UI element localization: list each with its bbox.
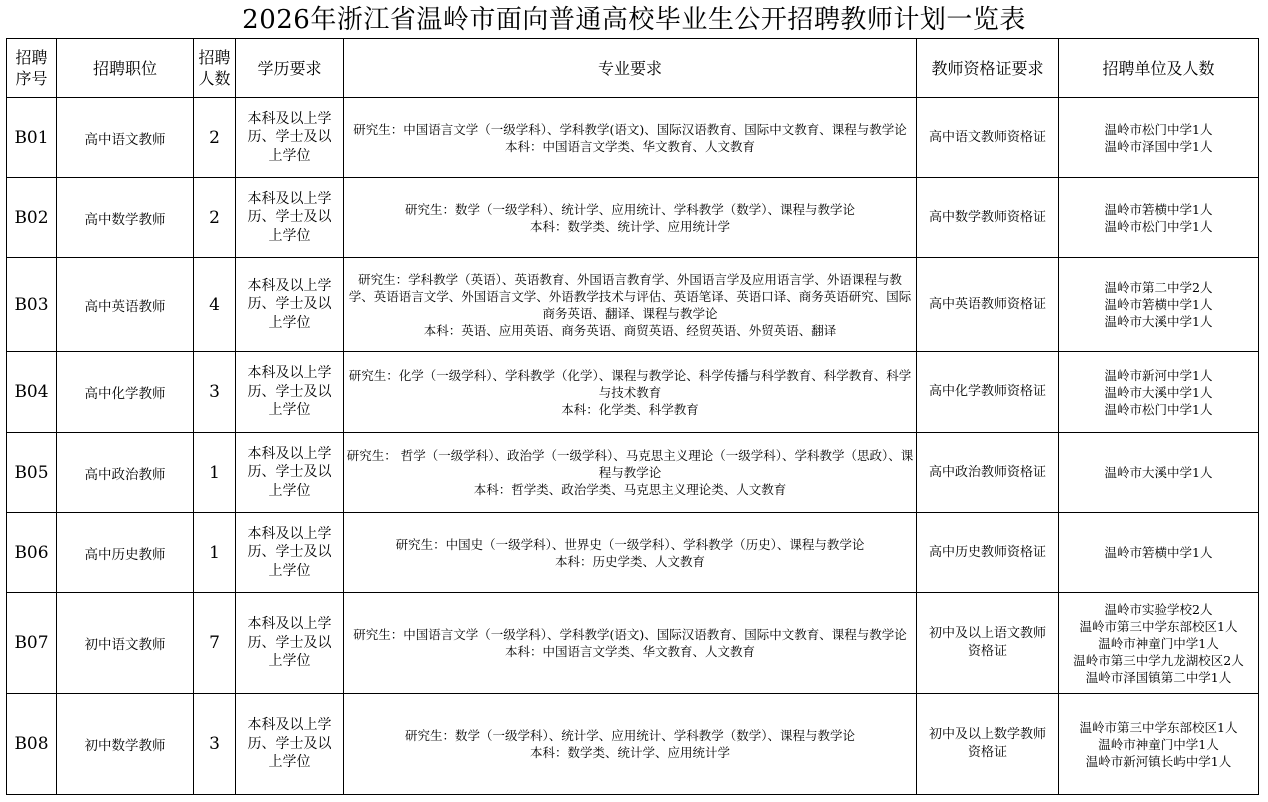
cell-position: 高中数学教师 [57, 178, 194, 258]
table-row [7, 513, 1259, 593]
cell-position: 高中政治教师 [57, 433, 194, 513]
header-code: 招聘 序号 [7, 39, 57, 98]
cell-count: 4 [194, 258, 236, 352]
cell-education: 本科及以上学 历、学士及以 上学位 [236, 433, 344, 513]
table-header-row [7, 39, 1259, 98]
page-title: 2026年浙江省温岭市面向普通高校毕业生公开招聘教师计划一览表 [242, 5, 1026, 35]
cell-code: B06 [7, 513, 57, 593]
cell-code: B07 [7, 593, 57, 694]
table-row [7, 258, 1259, 352]
cell-count: 7 [194, 593, 236, 694]
cell-units: 温岭市第三中学东部校区1人 温岭市神童门中学1人 温岭市新河镇长屿中学1人 [1059, 694, 1259, 795]
table-row [7, 352, 1259, 433]
cell-count: 1 [194, 433, 236, 513]
cell-position: 高中化学教师 [57, 352, 194, 433]
cell-units: 温岭市箬横中学1人 温岭市松门中学1人 [1059, 178, 1259, 258]
cell-certificate: 高中化学教师资格证 [917, 352, 1059, 433]
cell-major: 研究生：中国语言文学（一级学科）、学科教学(语文)、国际汉语教育、国际中文教育、课程与教学论 本科：中国语言文学类、华文教育、人文教育 [344, 98, 917, 178]
cell-major: 研究生：化学（一级学科）、学科教学（化学）、课程与教学论、科学传播与科学教育、科学教育、科学与技术教育 本科：化学类、科学教育 [344, 352, 917, 433]
cell-code: B04 [7, 352, 57, 433]
cell-code: B03 [7, 258, 57, 352]
cell-count: 2 [194, 98, 236, 178]
cell-education: 本科及以上学 历、学士及以 上学位 [236, 694, 344, 795]
table-row [7, 178, 1259, 258]
cell-major: 研究生： 哲学（一级学科）、政治学（一级学科）、马克思主义理论（一级学科）、学科教学（思政）、课程与教学论 本科：哲学类、政治学类、马克思主义理论类、人文教育 [344, 433, 917, 513]
cell-count: 2 [194, 178, 236, 258]
cell-count: 3 [194, 352, 236, 433]
cell-certificate: 高中政治教师资格证 [917, 433, 1059, 513]
cell-education: 本科及以上学 历、学士及以 上学位 [236, 178, 344, 258]
cell-certificate: 高中英语教师资格证 [917, 258, 1059, 352]
cell-major: 研究生：数学（一级学科）、统计学、应用统计、学科教学（数学）、课程与教学论 本科：数学类、统计学、应用统计学 [344, 178, 917, 258]
cell-major: 研究生：学科教学（英语）、英语教育、外国语言教育学、外国语言学及应用语言学、外语课程与教学、英语语言文学、外国语言文学、外语教学技术与评估、英语笔译、英语口译、商务英语研究、国际商务英语、翻译、课程与教学论 本科：英语、应用英语、商务英语、商贸英语、经贸英语、外贸英语、翻译 [344, 258, 917, 352]
cell-position: 高中英语教师 [57, 258, 194, 352]
cell-education: 本科及以上学 历、学士及以 上学位 [236, 352, 344, 433]
cell-certificate: 初中及以上数学教师 资格证 [917, 694, 1059, 795]
header-position: 招聘职位 [57, 39, 194, 98]
cell-count: 3 [194, 694, 236, 795]
cell-units: 温岭市松门中学1人 温岭市泽国中学1人 [1059, 98, 1259, 178]
cell-position: 高中语文教师 [57, 98, 194, 178]
header-education: 学历要求 [236, 39, 344, 98]
cell-code: B05 [7, 433, 57, 513]
table-row [7, 694, 1259, 795]
cell-education: 本科及以上学 历、学士及以 上学位 [236, 258, 344, 352]
cell-units: 温岭市实验学校2人 温岭市第三中学东部校区1人 温岭市神童门中学1人 温岭市第三中学九龙湖校区2人 温岭市泽国镇第二中学1人 [1059, 593, 1259, 694]
cell-units: 温岭市箬横中学1人 [1059, 513, 1259, 593]
cell-position: 高中历史教师 [57, 513, 194, 593]
table-row [7, 593, 1259, 694]
header-major: 专业要求 [344, 39, 917, 98]
cell-units: 温岭市新河中学1人 温岭市大溪中学1人 温岭市松门中学1人 [1059, 352, 1259, 433]
cell-code: B01 [7, 98, 57, 178]
header-count: 招聘 人数 [194, 39, 236, 98]
cell-position: 初中数学教师 [57, 694, 194, 795]
table-body [7, 98, 1259, 795]
cell-code: B08 [7, 694, 57, 795]
cell-education: 本科及以上学 历、学士及以 上学位 [236, 593, 344, 694]
cell-education: 本科及以上学 历、学士及以 上学位 [236, 513, 344, 593]
header-units: 招聘单位及人数 [1059, 39, 1259, 98]
cell-certificate: 初中及以上语文教师 资格证 [917, 593, 1059, 694]
cell-education: 本科及以上学 历、学士及以 上学位 [236, 98, 344, 178]
cell-major: 研究生：中国语言文学（一级学科）、学科教学(语文)、国际汉语教育、国际中文教育、课程与教学论 本科：中国语言文学类、华文教育、人文教育 [344, 593, 917, 694]
cell-units: 温岭市第二中学2人 温岭市箬横中学1人 温岭市大溪中学1人 [1059, 258, 1259, 352]
recruitment-plan-table [6, 38, 1259, 795]
cell-certificate: 高中数学教师资格证 [917, 178, 1059, 258]
cell-certificate: 高中历史教师资格证 [917, 513, 1059, 593]
header-certificate: 教师资格证要求 [917, 39, 1059, 98]
table-row [7, 98, 1259, 178]
cell-count: 1 [194, 513, 236, 593]
cell-major: 研究生：数学（一级学科）、统计学、应用统计、学科教学（数学）、课程与教学论 本科：数学类、统计学、应用统计学 [344, 694, 917, 795]
table-row [7, 433, 1259, 513]
cell-position: 初中语文教师 [57, 593, 194, 694]
cell-certificate: 高中语文教师资格证 [917, 98, 1059, 178]
cell-major: 研究生：中国史（一级学科）、世界史（一级学科）、学科教学（历史）、课程与教学论 本科：历史学类、人文教育 [344, 513, 917, 593]
cell-units: 温岭市大溪中学1人 [1059, 433, 1259, 513]
cell-code: B02 [7, 178, 57, 258]
